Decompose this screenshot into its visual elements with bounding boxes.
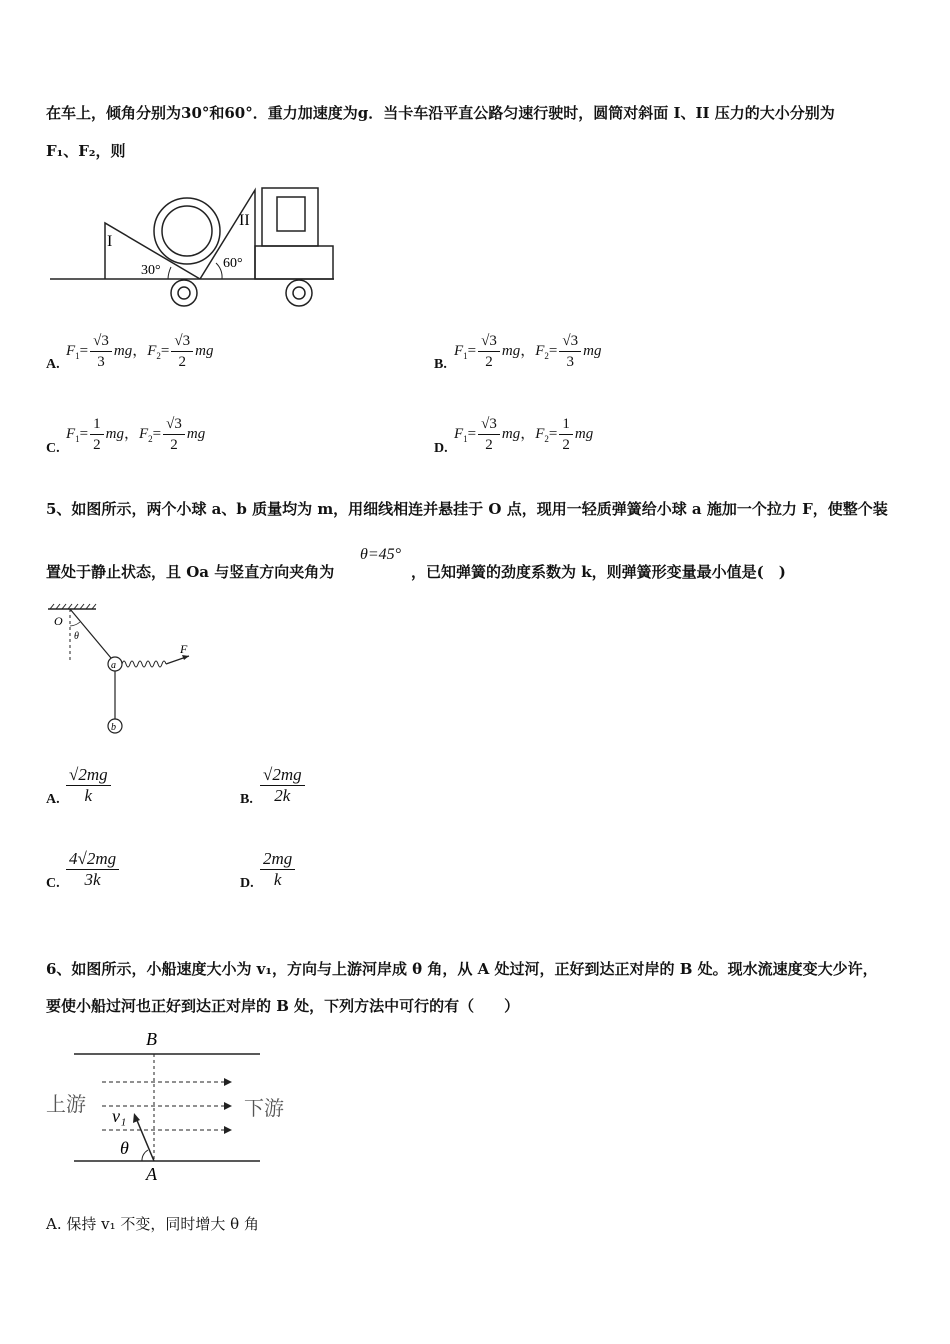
q5-option-c-letter[interactable]: C. bbox=[46, 876, 60, 891]
label-angle-30: 30° bbox=[141, 263, 161, 278]
q4-text-line2: F₁、F₂，则 bbox=[46, 142, 126, 160]
q4-b-f1-den: 2 bbox=[485, 354, 493, 370]
label-ball-b: b bbox=[111, 722, 116, 733]
label-point-A: A bbox=[146, 1164, 157, 1184]
q4-a-f1-den: 3 bbox=[97, 354, 105, 370]
q5-option-a-formula[interactable] bbox=[64, 766, 113, 805]
q4-text-line1: 在车上，倾角分别为30°和60°．重力加速度为g．当卡车沿平直公路匀速行驶时，圆筒对斜面 I、II 压力的大小分别为 bbox=[46, 104, 835, 122]
q4-b-f1-num: √3 bbox=[478, 332, 500, 352]
q4-option-b-letter[interactable]: B. bbox=[434, 357, 447, 372]
label-point-B: B bbox=[146, 1029, 157, 1049]
q4-option-a-formula[interactable]: $F_1=$ $\frac{√3}{3}$ mg，$F_2=$ $\frac{√3}{2}$ mg bbox=[66, 333, 214, 370]
label-v1: v₁ bbox=[112, 1106, 127, 1126]
q5-spring-figure bbox=[44, 604, 204, 736]
q5-option-d-letter[interactable]: D. bbox=[240, 876, 254, 891]
q4-d-f2-num: 1 bbox=[559, 415, 573, 435]
q5-a-den: k bbox=[84, 786, 93, 805]
q5-option-b-letter[interactable]: B. bbox=[240, 792, 253, 807]
q4-c-f1-den: 2 bbox=[93, 437, 101, 453]
label-theta-river: θ bbox=[120, 1138, 129, 1158]
q4-a-f2-num: √3 bbox=[171, 332, 193, 352]
q6-option-a[interactable]: A. 保持 v₁ 不变，同时增大 θ 角 bbox=[46, 1215, 259, 1233]
q5-d-num: 2mg bbox=[260, 850, 295, 870]
label-theta: θ bbox=[74, 631, 79, 642]
q4-option-d-formula[interactable]: $F_1=$ $\frac{√3}{2}$ mg，$F_2=$ $\frac{1}{2}$ mg bbox=[454, 416, 594, 453]
label-point-O: O bbox=[54, 614, 63, 628]
q4-option-c-letter[interactable]: C. bbox=[46, 441, 60, 456]
q5-c-den: 3k bbox=[84, 870, 101, 889]
q5-option-b-formula[interactable] bbox=[258, 766, 307, 805]
q5-text-line2a: 置处于静止状态，且 Oa 与竖直方向夹角为 bbox=[46, 563, 335, 581]
q4-c-f2-num: √3 bbox=[163, 415, 185, 435]
q4-a-f1-num: √3 bbox=[90, 332, 112, 352]
q4-c-f1-num: 1 bbox=[90, 415, 104, 435]
label-force-F: F bbox=[180, 642, 188, 656]
q5-b-num: √2mg bbox=[260, 766, 305, 786]
q4-option-c-formula[interactable]: $F_1=$ $\frac{1}{2}$ mg，$F_2=$ $\frac{√3}{2}$ mg bbox=[66, 416, 206, 453]
q5-text-line2b: ，已知弹簧的劲度系数为 k，则弹簧形变量最小值是( ) bbox=[411, 563, 786, 581]
q4-option-a-letter[interactable]: A. bbox=[46, 357, 60, 372]
q4-a-f2-den: 2 bbox=[178, 354, 186, 370]
label-ball-a: a bbox=[111, 660, 116, 671]
q5-option-a-letter[interactable]: A. bbox=[46, 792, 60, 807]
q4-d-f1-den: 2 bbox=[485, 437, 493, 453]
q6-text-line2: 要使小船过河也正好到达正对岸的 B 处，下列方法中可行的有（ ） bbox=[46, 997, 520, 1015]
q4-option-b-formula[interactable]: $F_1=$ $\frac{√3}{2}$ mg，$F_2=$ $\frac{√3}{3}$ mg bbox=[454, 333, 602, 370]
q5-theta-value: θ=45° bbox=[360, 546, 402, 563]
q4-c-f2-den: 2 bbox=[170, 437, 178, 453]
q4-d-f2-den: 2 bbox=[562, 437, 570, 453]
q4-d-f1-num: √3 bbox=[478, 415, 500, 435]
q6-river-figure bbox=[44, 1024, 304, 1186]
q5-b-den: 2k bbox=[274, 786, 291, 805]
label-incline-II: II bbox=[239, 212, 250, 229]
q5-option-d-formula[interactable] bbox=[258, 850, 297, 889]
q5-text-line1: 5、如图所示，两个小球 a、b 质量均为 m，用细线相连并悬挂于 O 点，现用一轻质弹簧给小球 a 施加一个拉力 F，使整个装 bbox=[46, 500, 888, 518]
label-downstream: 下游 bbox=[244, 1096, 284, 1120]
label-incline-I: I bbox=[107, 233, 113, 250]
label-upstream: 上游 bbox=[46, 1092, 86, 1116]
q4-option-d-letter[interactable]: D. bbox=[434, 441, 448, 456]
q4-truck-figure bbox=[50, 185, 340, 310]
q5-d-den: k bbox=[273, 870, 282, 889]
q5-c-num: 4√2mg bbox=[66, 850, 119, 870]
q4-b-f2-num: √3 bbox=[559, 332, 581, 352]
q5-option-c-formula[interactable] bbox=[64, 850, 121, 889]
q5-a-num: √2mg bbox=[66, 766, 111, 786]
q4-b-f2-den: 3 bbox=[566, 354, 574, 370]
q6-text-line1: 6、如图所示，小船速度大小为 v₁，方向与上游河岸成 θ 角，从 A 处过河，正好到达正对岸的 B 处。现水流速度变大少许， bbox=[46, 960, 878, 978]
label-angle-60: 60° bbox=[223, 256, 243, 271]
